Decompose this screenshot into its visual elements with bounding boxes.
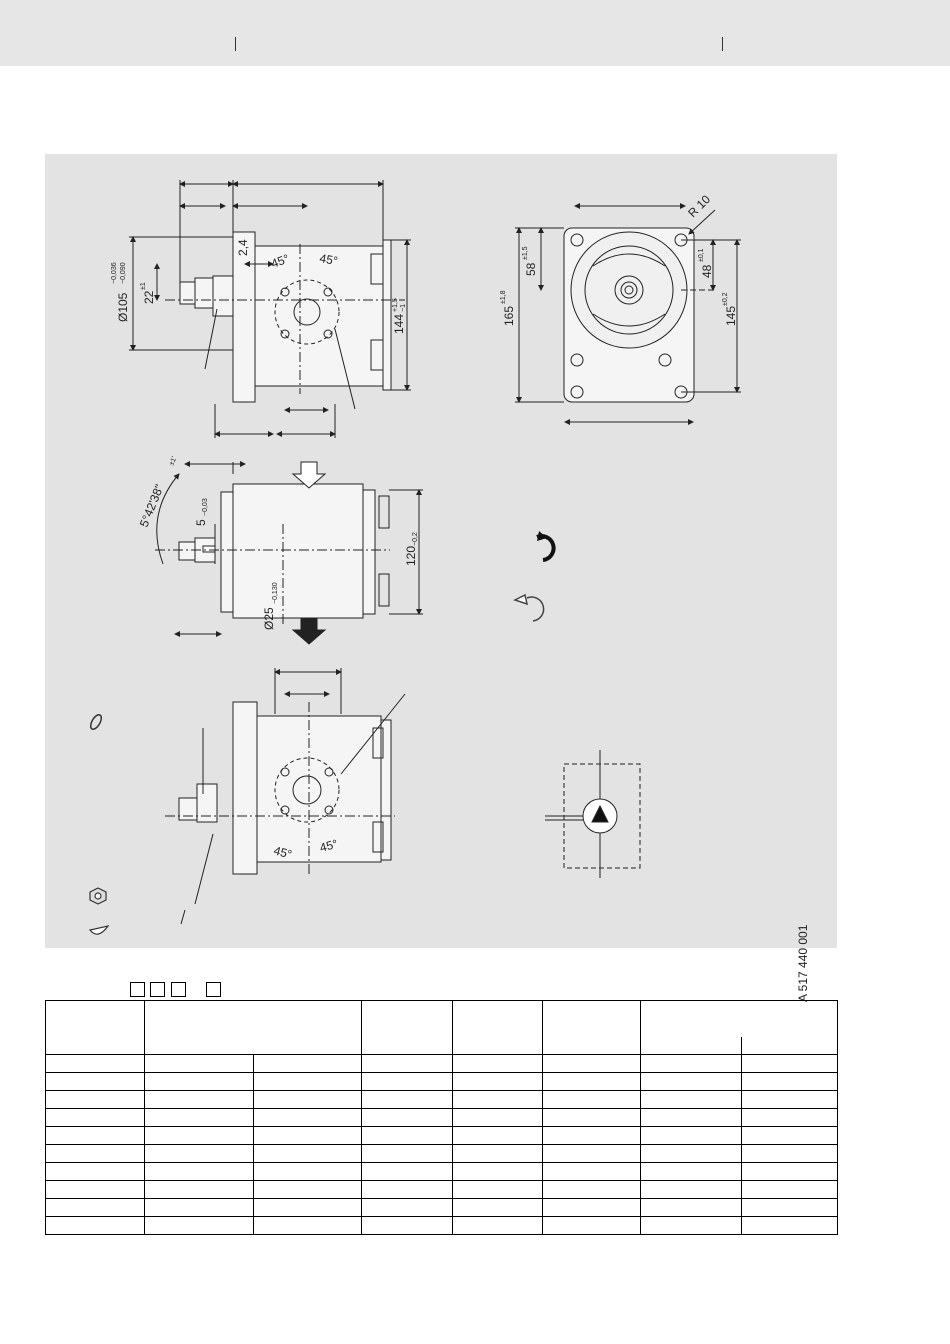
- front-view: [515, 206, 741, 422]
- dim-hole-offset: 48: [700, 264, 714, 278]
- table-header-cell: [362, 1001, 453, 1055]
- dim-shaft-offset: 22: [142, 290, 156, 304]
- type-code-box: [130, 982, 145, 997]
- table-row: [46, 1181, 838, 1199]
- dim-shaft-dia: Ø25: [262, 607, 276, 630]
- dim-height-tol-lower: −1: [400, 304, 407, 312]
- hex-nut-icon: [90, 888, 106, 904]
- dim-shaft-diameter-tol-upper: −0,036: [111, 262, 118, 284]
- dim-upper-offset: 58: [524, 262, 538, 276]
- table-row: [46, 1091, 838, 1109]
- table-row: [46, 1163, 838, 1181]
- dim-shaft-diameter-tol-lower: −0,090: [120, 262, 127, 284]
- dim-taper-angle: 5°42'38": [136, 482, 167, 530]
- dim-height-total-tol: ±1,8: [500, 290, 507, 304]
- type-code-box: [171, 982, 186, 997]
- dim-hole-offset-tol: ±0,1: [698, 248, 705, 262]
- header-divider: [235, 37, 236, 51]
- dim-upper-offset-tol: ±1,5: [522, 246, 529, 260]
- rotation-counterclockwise-icon: [515, 595, 544, 621]
- dim-hole-span: 145: [724, 305, 738, 326]
- side-view: [129, 180, 411, 438]
- pump-symbol-icon: [545, 750, 640, 878]
- dim-angle-right: 45°: [318, 251, 339, 269]
- table-row: [46, 1145, 838, 1163]
- dim-key-width: 5: [194, 519, 208, 526]
- dim-hole-span-tol: ±0,2: [722, 292, 729, 306]
- dim-height-total: 165: [502, 305, 516, 326]
- dim-shaft-diameter: Ø105: [116, 292, 130, 322]
- dim-body-height-tol: −0,2: [412, 532, 419, 546]
- table-row: [46, 1127, 838, 1145]
- port-view: [165, 668, 405, 924]
- dim-height: 144: [392, 313, 406, 334]
- dim-port-angle-right: 45°: [318, 836, 340, 855]
- drawing-code: A 517 440 001: [796, 924, 810, 1002]
- woodruff-key-icon: [90, 926, 108, 934]
- technical-drawing: [45, 154, 837, 1002]
- page-header: [0, 0, 950, 66]
- dim-port-angle-left: 45°: [272, 843, 294, 862]
- table-header-cell: [145, 1001, 362, 1055]
- dim-key-width-tol: −0,03: [202, 498, 209, 516]
- type-code-box: [206, 982, 221, 997]
- table-header-cell: [46, 1001, 145, 1055]
- dim-radius: R 10: [685, 192, 714, 221]
- table-header-row: [46, 1001, 838, 1055]
- header-divider: [722, 37, 723, 51]
- dim-angle-left: 45°: [269, 251, 292, 271]
- table-header-cell: [543, 1001, 641, 1055]
- type-code-box: [150, 982, 165, 997]
- shaft-view: [155, 462, 423, 644]
- dim-shaft-offset-tol: ±1: [140, 282, 147, 290]
- table-row: [46, 1055, 838, 1073]
- table-header-cell: [453, 1001, 543, 1055]
- table-row: [46, 1199, 838, 1217]
- dimension-table: [45, 1000, 838, 1235]
- table-header-cell: [641, 1001, 838, 1055]
- rotation-clockwise-icon: [537, 531, 554, 560]
- table-row: [46, 1073, 838, 1091]
- table-row: [46, 1217, 838, 1235]
- o-ring-icon: [89, 713, 104, 731]
- dim-taper-angle-tol: ±1': [168, 455, 179, 467]
- dim-height-tol-upper: +1,5: [392, 298, 399, 312]
- dim-body-height: 120: [404, 545, 418, 566]
- drawing-canvas: [45, 154, 837, 948]
- table-row: [46, 1109, 838, 1127]
- dim-shaft-dia-tol: −0,130: [272, 582, 279, 604]
- dim-step: 2,4: [236, 239, 250, 256]
